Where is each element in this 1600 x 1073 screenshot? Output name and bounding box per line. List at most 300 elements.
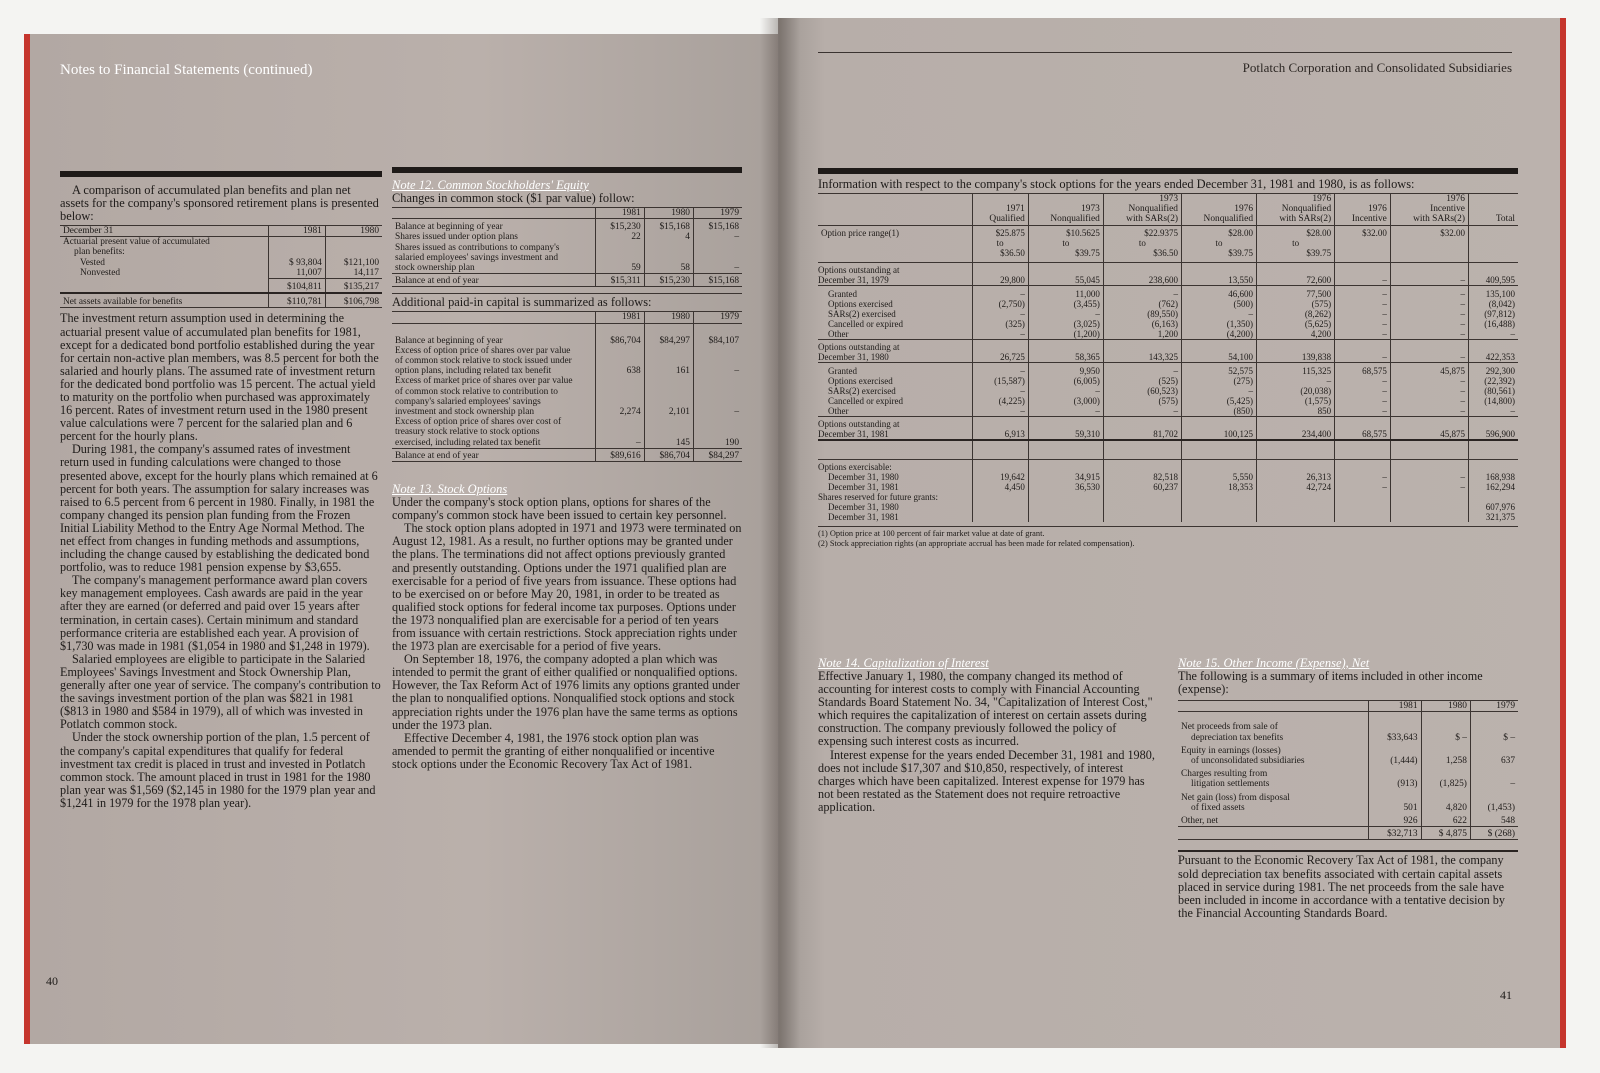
cell-value: 29,800 [972, 262, 1028, 285]
column-header-line: Incentive [1430, 204, 1465, 215]
table-row [818, 512, 1518, 522]
cell-value: 1,200 [1103, 329, 1181, 340]
price-line: $28.00 [1306, 227, 1332, 238]
cell-value [972, 460, 1028, 473]
cell-value: – [1390, 376, 1468, 386]
price-line: $32.00 [1440, 227, 1465, 238]
cell-value [1257, 460, 1335, 473]
common-intro: Changes in common stock ($1 par value) follow: [392, 191, 635, 205]
row-label: Balance at beginning of year [395, 335, 503, 346]
cell-value: 2,101 [644, 376, 693, 417]
row-label [818, 262, 972, 285]
cell-value: 321,375 [1468, 512, 1518, 522]
note15-intro: The following is a summary of items included in other income (expense): [1178, 669, 1483, 697]
table-row [818, 362, 1518, 376]
cell-value: – [1028, 406, 1103, 417]
equity-column [392, 178, 742, 771]
cell-value: 9,950 [1028, 362, 1103, 376]
cell-value: (16,488) [1468, 319, 1518, 329]
table-row [818, 416, 1518, 440]
column-header-line: 1976 [1234, 204, 1254, 215]
cell-value: 6,913 [972, 416, 1028, 440]
price-line: $25.875 [995, 227, 1025, 238]
cell-value [1103, 492, 1181, 502]
row-label-line: Net gain (loss) from disposal [1181, 792, 1290, 803]
cell-value: 54,100 [1182, 339, 1257, 362]
row-label: Excess of market price of shares over par value of common stock relative to contribution to company's salaried employees' savings investment and stock ownership plan [395, 376, 573, 418]
row-label: Balance at end of year [395, 276, 479, 287]
pension-row-label: Net assets available for benefits [63, 297, 183, 308]
cell-value: – [1390, 285, 1468, 299]
row-label-line: December 31, 1980 [818, 351, 889, 362]
cell-value: 34,915 [1028, 472, 1103, 482]
row-label-line: Equity in earnings (losses) [1181, 745, 1281, 756]
cell-value: 1,258 [1421, 743, 1470, 766]
cell-value: 115,325 [1257, 362, 1335, 376]
table-row [818, 285, 1518, 299]
cell-value: – [1390, 299, 1468, 309]
note14-paragraph: Interest expense for the years ended December 31, 1981 and 1980, does not include $17,307 and $10,850, respectively, of interest charges which have been capitalized. Interest expense for 1979 has not been restated as the Statement does not require retroactive application. [818, 747, 1155, 814]
year-header: 1980 [644, 208, 693, 219]
stock-options-table [818, 193, 1518, 522]
note14-section [818, 656, 1158, 814]
cell-value: – [1182, 309, 1257, 319]
cell-value: – [1390, 319, 1468, 329]
cell-value: 143,325 [1103, 339, 1181, 362]
column-header [1390, 194, 1468, 226]
price-line: to [1292, 237, 1300, 248]
cell-value [972, 512, 1028, 522]
note12-title: Note 12. Common Stockholders' Equity [392, 178, 589, 192]
pension-year: 1980 [325, 226, 382, 237]
cell-value [1257, 502, 1335, 512]
header-rule [818, 52, 1512, 53]
cell-value: – [1335, 386, 1391, 396]
cell-value: (1,825) [1421, 766, 1470, 789]
paid-in-capital-table [392, 311, 742, 462]
cell-value [1390, 492, 1468, 502]
row-label: Cancelled or expired [828, 318, 903, 329]
cell-value: 60,237 [1103, 482, 1181, 492]
cell-value: (5,425) [1182, 396, 1257, 406]
cell-value: 26,725 [972, 339, 1028, 362]
price-line: to [1062, 237, 1070, 248]
cell-value: – [693, 243, 742, 274]
note15-paragraph: Pursuant to the Economic Recovery Tax Act of 1981, the company sold depreciation tax benefits associated with certain capital assets placed in service during 1981. The net proceeds from the sale have been included in income in accordance with a tentative decision by the Financial Accounting Standards Board. [1178, 850, 1518, 919]
note13-paragraph: Under the company's stock option plans, options for shares of the company's common stock have been issued to certain key personnel. [392, 495, 727, 523]
row-label: December 31, 1980 [828, 502, 899, 513]
column-header-line: 1976 [1368, 204, 1387, 215]
apic-intro: Additional paid-in capital is summarized as follows: [392, 293, 742, 309]
cell-value [1468, 460, 1518, 473]
price-line: $28.00 [1228, 227, 1254, 238]
spacer-cell [1335, 440, 1391, 460]
cell-value: 72,600 [1257, 262, 1335, 285]
cell-value: (60,523) [1103, 386, 1181, 396]
cell-value: – [1468, 406, 1518, 417]
pension-table [60, 225, 382, 308]
cell-value: 501 [1368, 790, 1421, 813]
cell-value: – [972, 329, 1028, 340]
cell-value: – [1390, 262, 1468, 285]
price-line: $36.50 [1000, 247, 1025, 258]
cell-value [1335, 492, 1391, 502]
pension-value: 11,007 [268, 268, 325, 279]
cell-value: (3,000) [1028, 396, 1103, 406]
cell-value: – [1390, 386, 1468, 396]
row-label: Balance at beginning of year [395, 222, 503, 233]
cell-value: 168,938 [1468, 472, 1518, 482]
cell-value: (500) [1182, 299, 1257, 309]
year-header: 1979 [693, 208, 742, 219]
cell-value: 100,125 [1182, 416, 1257, 440]
total-value: $32,713 [1368, 827, 1421, 840]
price-cell [1468, 225, 1518, 262]
footnote: (1) Option price at 100 percent of fair market value at date of grant. [818, 529, 1045, 539]
cell-value: 238,600 [1103, 262, 1181, 285]
cell-value: (1,453) [1470, 790, 1518, 813]
column-header [1028, 194, 1103, 226]
cell-value: 46,600 [1182, 285, 1257, 299]
column-header [1335, 194, 1391, 226]
cell-value: – [972, 406, 1028, 417]
cell-value: (3,455) [1028, 299, 1103, 309]
cell-value: (14,800) [1468, 396, 1518, 406]
cell-value: – [1335, 309, 1391, 319]
table-row [818, 492, 1518, 502]
table-row [818, 339, 1518, 362]
column-header-line: with SARs(2) [1279, 214, 1332, 225]
column-header-line: Nonqualified [1128, 204, 1178, 215]
column-header [1468, 194, 1518, 226]
cell-value [1335, 460, 1391, 473]
cell-value: 596,900 [1468, 416, 1518, 440]
spacer-cell [1390, 440, 1468, 460]
cell-value: $84,297 [644, 323, 693, 346]
column-header [972, 194, 1028, 226]
cell-value: 190 [693, 417, 742, 448]
pension-value: 14,117 [325, 268, 382, 279]
year-header: 1981 [595, 208, 644, 219]
cell-value: 135,100 [1468, 285, 1518, 299]
cell-value: – [693, 346, 742, 377]
price-cell [1390, 225, 1468, 262]
cell-value [1028, 492, 1103, 502]
cell-value: – [1390, 329, 1468, 340]
price-line: $39.75 [1306, 247, 1332, 258]
cell-value: – [1335, 262, 1391, 285]
table-row [1178, 790, 1518, 813]
cell-value: $15,168 [693, 219, 742, 233]
cell-value [1182, 512, 1257, 522]
cell-value: 81,702 [1103, 416, 1181, 440]
pension-row-label: Nonvested [80, 267, 121, 278]
cell-value: 850 [1257, 406, 1335, 417]
cell-value: 409,595 [1468, 262, 1518, 285]
cell-value: 58 [644, 243, 693, 274]
cell-value: $ – [1421, 712, 1470, 743]
row-label-line: of unconsolidated subsidiaries [1191, 756, 1305, 766]
spacer-cell [1028, 440, 1103, 460]
cell-value: (22,392) [1468, 376, 1518, 386]
section-rule [60, 171, 382, 177]
cell-value: – [972, 309, 1028, 319]
cell-value: – [1182, 386, 1257, 396]
row-label: Other [828, 328, 849, 339]
column-header-line: 1976 [1312, 194, 1332, 204]
column-header-line: Total [1495, 214, 1515, 225]
price-line: to [996, 237, 1004, 248]
cell-value: $86,704 [644, 448, 693, 461]
cell-value: (762) [1103, 299, 1181, 309]
cell-value: $15,168 [644, 219, 693, 233]
cell-value: – [1028, 309, 1103, 319]
cell-value: (325) [972, 319, 1028, 329]
row-label: Balance at end of year [395, 450, 479, 461]
row-label-line: depreciation tax benefits [1191, 732, 1284, 743]
cell-value: 234,400 [1257, 416, 1335, 440]
table-row [818, 482, 1518, 492]
cell-value: 2,274 [595, 376, 644, 417]
cell-value: – [972, 362, 1028, 376]
cell-value: (4,200) [1182, 329, 1257, 340]
cell-value: (2,750) [972, 299, 1028, 309]
row-label [1178, 813, 1368, 827]
cell-value: – [1335, 329, 1391, 340]
pension-row-label: plan benefits: [74, 247, 125, 258]
table-row [818, 502, 1518, 512]
pension-col-label: December 31 [60, 226, 268, 237]
row-label: Excess of option price of shares over par value of common stock relative to stock issued under option plans, including related tax benefit [395, 345, 572, 377]
cell-value: $15,311 [595, 274, 644, 287]
column-header [1182, 194, 1257, 226]
cell-value: – [1028, 386, 1103, 396]
cell-value: (575) [1103, 396, 1181, 406]
spacer-cell [972, 440, 1028, 460]
page-number: 41 [1500, 988, 1512, 1002]
cell-value: – [1335, 482, 1391, 492]
pension-value: $106,798 [325, 293, 382, 308]
pension-paragraph: The investment return assumption used in determining the actuarial present value of accumulated plan benefits for 1981, except for a dedicated bond portfolio established during the year for certain non-active plan members, was 8.5 percent for both the salaried and hourly plans. The assumed rate of investment return for the dedicated bond portfolio was 15 percent. The actual yield to maturity on the portfolio when purchased was approximately 16 percent. Rates of investment return used in the 1980 present value calculations were 7 percent for the salaried plan and 6 percent for the hourly plans. [60, 311, 379, 444]
cell-value: 22 [595, 232, 644, 242]
cell-value [1103, 512, 1181, 522]
year-header: 1980 [1421, 701, 1470, 712]
cell-value: (15,587) [972, 376, 1028, 386]
cell-value [1103, 502, 1181, 512]
row-label-line: Options outstanding at [818, 341, 900, 352]
table-row [1178, 766, 1518, 789]
table-row [1178, 712, 1518, 743]
pension-paragraph: The company's management performance award plan covers key management employees. Cash awards are paid in the year after they are earned (or deferred and paid over 15 years after termination, in certain cases). Certain minimum and standard performance criteria are established each year. A provision of $1,730 was made in 1981 ($1,054 in 1980 and $1,248 in 1979). [60, 573, 370, 653]
cell-value: (1,350) [1182, 319, 1257, 329]
cell-value [972, 502, 1028, 512]
row-label: Cancelled or expired [828, 395, 903, 406]
column-header-line: Nonqualified [1281, 204, 1332, 215]
price-cell [1182, 225, 1257, 262]
spacer-cell [1468, 440, 1518, 460]
cell-value: – [1103, 285, 1181, 299]
note13-paragraph: The stock option plans adopted in 1971 and 1973 were terminated on August 12, 1981. As a result, no further options may be granted under the plans. The terminations did not affect options previously granted and presently outstanding. Options under the 1971 qualified plan are exercisable for a period of five years from issuance. These options had to be exercised on or before May 20, 1981, in order to be treated as qualified stock options for federal income tax purposes. Options under the 1973 nonqualified plan are exercisable for a period of ten years from issuance with certain restrictions. Stock appreciation rights under the 1973 plan are exercisable for a period of five years. [392, 521, 742, 654]
row-label [818, 339, 972, 362]
price-line: $39.75 [1075, 247, 1100, 258]
cell-value: $15,230 [644, 274, 693, 287]
price-line: to [1215, 237, 1223, 248]
cell-value [1468, 492, 1518, 502]
cell-value: 19,642 [972, 472, 1028, 482]
price-line: to [1138, 237, 1146, 248]
cell-value: 26,313 [1257, 472, 1335, 482]
table-row [818, 309, 1518, 319]
cell-value: 638 [595, 346, 644, 377]
cell-value: 13,550 [1182, 262, 1257, 285]
pension-value: $121,100 [325, 258, 382, 268]
table-row [818, 329, 1518, 340]
cell-value: (80,561) [1468, 386, 1518, 396]
cell-value: – [1468, 329, 1518, 340]
cell-value: – [693, 232, 742, 242]
row-label: Options exercised [828, 375, 893, 386]
cell-value: $86,704 [595, 323, 644, 346]
cell-value: 292,300 [1468, 362, 1518, 376]
row-label-line: Options outstanding at [818, 418, 900, 429]
cell-value: $89,616 [595, 448, 644, 461]
cell-value: (6,005) [1028, 376, 1103, 386]
pension-row-label: Vested [80, 257, 105, 268]
cell-value [1182, 502, 1257, 512]
cell-value: 59,310 [1028, 416, 1103, 440]
cell-value: – [1103, 362, 1181, 376]
column-header-line: 1971 [1006, 204, 1025, 215]
cell-value: – [1390, 396, 1468, 406]
cell-value: – [1103, 406, 1181, 417]
year-header: 1979 [1470, 701, 1518, 712]
cell-value: – [1257, 376, 1335, 386]
common-stock-table [392, 207, 742, 287]
row-label: SARs(2) exercised [828, 385, 896, 396]
cell-value: 45,875 [1390, 362, 1468, 376]
row-label [1178, 712, 1368, 743]
cell-value: (575) [1257, 299, 1335, 309]
cell-value: (1,444) [1368, 743, 1421, 766]
cell-value: 59 [595, 243, 644, 274]
total-value: $ (268) [1470, 827, 1518, 840]
cell-value: 58,365 [1028, 339, 1103, 362]
cell-value: – [972, 386, 1028, 396]
row-label-line: December 31, 1981 [818, 428, 889, 439]
column-header-line: with SARs(2) [1413, 214, 1465, 225]
cell-value: – [1390, 482, 1468, 492]
options-header-row [818, 194, 1518, 226]
cell-value: – [1335, 319, 1391, 329]
spacer-cell [1182, 440, 1257, 460]
cell-value: (1,575) [1257, 396, 1335, 406]
table-row [1178, 743, 1518, 766]
row-label: December 31, 1981 [828, 482, 899, 493]
row-label-line: litigation settlements [1191, 779, 1270, 790]
option-price-row [818, 225, 1518, 262]
row-label [818, 416, 972, 440]
row-label [1178, 743, 1368, 766]
row-label: Granted [828, 365, 857, 376]
page-number: 40 [46, 974, 58, 988]
cell-value: 77,500 [1257, 285, 1335, 299]
note14-title: Note 14. Capitalization of Interest [818, 656, 989, 670]
price-line: $22.9375 [1144, 227, 1178, 238]
spacer-cell [1103, 440, 1181, 460]
cell-value [1335, 502, 1391, 512]
cell-value: 4,200 [1257, 329, 1335, 340]
cell-value: 82,518 [1103, 472, 1181, 482]
year-header: 1980 [644, 312, 693, 323]
binding-gutter [760, 18, 800, 1048]
cell-value: 4,820 [1421, 790, 1470, 813]
table-spacer [818, 440, 1518, 460]
cell-value: 4,450 [972, 482, 1028, 492]
cell-value: 52,575 [1182, 362, 1257, 376]
cell-value: 548 [1470, 813, 1518, 827]
spacer-cell [818, 440, 972, 460]
cell-value: – [693, 376, 742, 417]
row-label-line: Options outstanding at [818, 264, 900, 275]
cell-value: (5,625) [1257, 319, 1335, 329]
cell-value: 45,875 [1390, 416, 1468, 440]
cell-value: $15,230 [595, 219, 644, 233]
section-rule [818, 168, 1518, 174]
spacer-cell [1257, 440, 1335, 460]
options-section [818, 178, 1518, 548]
left-page-header: Notes to Financial Statements (continued) [60, 62, 313, 78]
cell-value: 42,724 [1257, 482, 1335, 492]
cell-value: – [1335, 376, 1391, 386]
row-label [1178, 766, 1368, 789]
price-cell [1335, 225, 1391, 262]
cell-value: (8,262) [1257, 309, 1335, 319]
cell-value: – [1335, 339, 1391, 362]
cell-value: (525) [1103, 376, 1181, 386]
section-rule [392, 167, 742, 173]
cell-value [1390, 512, 1468, 522]
row-label: Granted [828, 288, 857, 299]
cell-value: 68,575 [1335, 416, 1391, 440]
cell-value: (1,200) [1028, 329, 1103, 340]
cell-value: 55,045 [1028, 262, 1103, 285]
price-cell [1028, 225, 1103, 262]
cell-value: – [1335, 299, 1391, 309]
cell-value: – [1335, 396, 1391, 406]
year-header: 1981 [595, 312, 644, 323]
table-row [818, 319, 1518, 329]
cell-value [972, 492, 1028, 502]
row-label: Shares issued as contributions to company's salaried employees' savings investment and stock ownership plan [395, 242, 560, 274]
cell-value: 422,353 [1468, 339, 1518, 362]
cell-value [1028, 502, 1103, 512]
cell-value [1182, 492, 1257, 502]
row-label [1178, 790, 1368, 813]
cell-value: (6,163) [1103, 319, 1181, 329]
cell-value: 145 [644, 417, 693, 448]
cell-value [1103, 460, 1181, 473]
pension-value: $135,217 [325, 279, 382, 294]
cell-value: 637 [1470, 743, 1518, 766]
cell-value [1028, 512, 1103, 522]
cell-value: (3,025) [1028, 319, 1103, 329]
cell-value: (913) [1368, 766, 1421, 789]
table-row [818, 299, 1518, 309]
cell-value: – [972, 285, 1028, 299]
other-income-table [1178, 700, 1518, 840]
pension-paragraph: During 1981, the company's assumed rates of investment return used in funding calculations were changed to those presented above, except for the hourly plans which remained at 6 percent for both years. The assumption for salary increases was raised to 6.5 percent from 6 percent in 1980. Finally, in 1981 the company changed its pension plan funding from the Frozen Initial Liability Method to the Entry Age Normal Method. The net effect from changes in funding methods and assumptions, including the change caused by establishing the dedicated bond portfolio, was to reduce 1981 pension expense by $3,655. [60, 442, 378, 575]
row-label: Shares reserved for future grants: [818, 492, 938, 503]
